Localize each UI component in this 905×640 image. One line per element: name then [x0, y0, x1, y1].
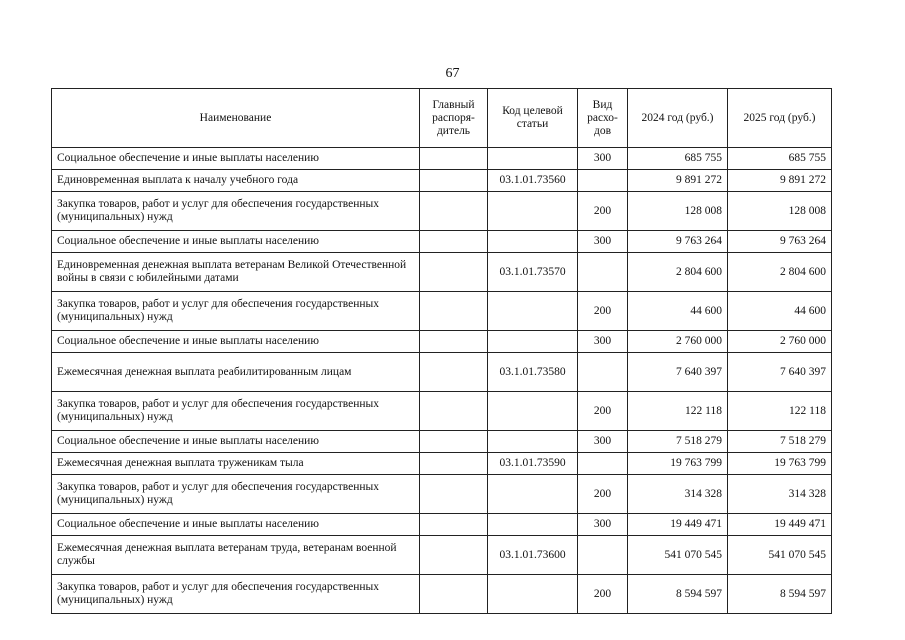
cell-2024: 2 760 000: [628, 331, 728, 353]
cell-type: [578, 353, 628, 392]
cell-type: [578, 170, 628, 192]
table-row: [52, 170, 832, 192]
table-row: [52, 253, 832, 292]
cell-code: [488, 331, 578, 353]
cell-type: 300: [578, 148, 628, 170]
cell-2025: 2 804 600: [728, 253, 832, 292]
cell-name: Ежемесячная денежная выплата ветеранам труда, ветеранам военной службы: [52, 536, 420, 575]
cell-name: Социальное обеспечение и иные выплаты населению: [52, 231, 420, 253]
cell-2024: 44 600: [628, 292, 728, 331]
table-row: [52, 192, 832, 231]
cell-2025: 128 008: [728, 192, 832, 231]
cell-admin: [420, 148, 488, 170]
cell-type: [578, 536, 628, 575]
cell-code: [488, 514, 578, 536]
cell-name: Закупка товаров, работ и услуг для обеспечения государственных (муниципальных) нужд: [52, 475, 420, 514]
cell-code: [488, 431, 578, 453]
cell-code: [488, 292, 578, 331]
cell-2025: 685 755: [728, 148, 832, 170]
cell-2024: 685 755: [628, 148, 728, 170]
cell-2025: 19 449 471: [728, 514, 832, 536]
header-2025: 2025 год (руб.): [728, 89, 832, 148]
budget-table: [51, 88, 832, 614]
cell-code: 03.1.01.73600: [488, 536, 578, 575]
cell-type: 300: [578, 514, 628, 536]
cell-type: 300: [578, 331, 628, 353]
cell-2025: 7 518 279: [728, 431, 832, 453]
cell-admin: [420, 353, 488, 392]
cell-type: 200: [578, 575, 628, 614]
cell-code: 03.1.01.73580: [488, 353, 578, 392]
cell-name: Социальное обеспечение и иные выплаты населению: [52, 148, 420, 170]
cell-admin: [420, 536, 488, 575]
table-row: [52, 475, 832, 514]
cell-name: Единовременная денежная выплата ветеранам Великой Отечественной войны в связи с юбилейными датами: [52, 253, 420, 292]
table-row: [52, 148, 832, 170]
cell-type: 200: [578, 475, 628, 514]
cell-name: Закупка товаров, работ и услуг для обеспечения государственных (муниципальных) нужд: [52, 192, 420, 231]
cell-admin: [420, 514, 488, 536]
cell-2025: 8 594 597: [728, 575, 832, 614]
cell-admin: [420, 475, 488, 514]
table-row: [52, 331, 832, 353]
cell-2024: 128 008: [628, 192, 728, 231]
cell-name: Ежемесячная денежная выплата труженикам тыла: [52, 453, 420, 475]
table-row: [52, 231, 832, 253]
cell-2024: 19 449 471: [628, 514, 728, 536]
table-body: [52, 148, 832, 614]
table-row: [52, 353, 832, 392]
cell-2025: 7 640 397: [728, 353, 832, 392]
cell-2024: 7 640 397: [628, 353, 728, 392]
cell-code: [488, 475, 578, 514]
cell-2025: 122 118: [728, 392, 832, 431]
cell-name: Закупка товаров, работ и услуг для обеспечения государственных (муниципальных) нужд: [52, 292, 420, 331]
cell-2024: 541 070 545: [628, 536, 728, 575]
cell-type: 300: [578, 231, 628, 253]
table-row: [52, 431, 832, 453]
cell-admin: [420, 170, 488, 192]
table-row: [52, 292, 832, 331]
cell-type: 200: [578, 392, 628, 431]
cell-2025: 541 070 545: [728, 536, 832, 575]
cell-admin: [420, 231, 488, 253]
cell-code: 03.1.01.73590: [488, 453, 578, 475]
header-2024: 2024 год (руб.): [628, 89, 728, 148]
cell-2025: 44 600: [728, 292, 832, 331]
cell-2024: 2 804 600: [628, 253, 728, 292]
cell-2025: 314 328: [728, 475, 832, 514]
cell-2024: 19 763 799: [628, 453, 728, 475]
cell-name: Закупка товаров, работ и услуг для обеспечения государственных (муниципальных) нужд: [52, 575, 420, 614]
cell-admin: [420, 575, 488, 614]
cell-type: 200: [578, 192, 628, 231]
cell-name: Ежемесячная денежная выплата реабилитированным лицам: [52, 353, 420, 392]
cell-name: Социальное обеспечение и иные выплаты населению: [52, 431, 420, 453]
cell-admin: [420, 431, 488, 453]
table-row: [52, 575, 832, 614]
cell-code: [488, 231, 578, 253]
cell-2024: 9 763 264: [628, 231, 728, 253]
cell-code: [488, 148, 578, 170]
table-row: [52, 536, 832, 575]
cell-2025: 9 763 264: [728, 231, 832, 253]
header-type: Вид расхо-дов: [578, 89, 628, 148]
cell-code: [488, 392, 578, 431]
cell-admin: [420, 192, 488, 231]
header-name: Наименование: [52, 89, 420, 148]
cell-2025: 19 763 799: [728, 453, 832, 475]
cell-2024: 8 594 597: [628, 575, 728, 614]
cell-code: [488, 575, 578, 614]
cell-admin: [420, 392, 488, 431]
cell-2024: 7 518 279: [628, 431, 728, 453]
header-code: Код целевой статьи: [488, 89, 578, 148]
cell-2025: 2 760 000: [728, 331, 832, 353]
cell-2024: 122 118: [628, 392, 728, 431]
table-row: [52, 392, 832, 431]
cell-type: [578, 453, 628, 475]
cell-name: Закупка товаров, работ и услуг для обеспечения государственных (муниципальных) нужд: [52, 392, 420, 431]
cell-code: 03.1.01.73560: [488, 170, 578, 192]
table-header-row: [52, 89, 832, 148]
cell-2024: 314 328: [628, 475, 728, 514]
table-row: [52, 514, 832, 536]
cell-admin: [420, 453, 488, 475]
cell-name: Единовременная выплата к началу учебного года: [52, 170, 420, 192]
cell-type: 200: [578, 292, 628, 331]
cell-code: [488, 192, 578, 231]
cell-name: Социальное обеспечение и иные выплаты населению: [52, 331, 420, 353]
cell-type: [578, 253, 628, 292]
cell-admin: [420, 331, 488, 353]
cell-2024: 9 891 272: [628, 170, 728, 192]
table-row: [52, 453, 832, 475]
cell-code: 03.1.01.73570: [488, 253, 578, 292]
cell-admin: [420, 292, 488, 331]
cell-2025: 9 891 272: [728, 170, 832, 192]
cell-type: 300: [578, 431, 628, 453]
cell-admin: [420, 253, 488, 292]
header-admin: Главный распоря-дитель: [420, 89, 488, 148]
cell-name: Социальное обеспечение и иные выплаты населению: [52, 514, 420, 536]
page-number: 67: [445, 66, 460, 81]
